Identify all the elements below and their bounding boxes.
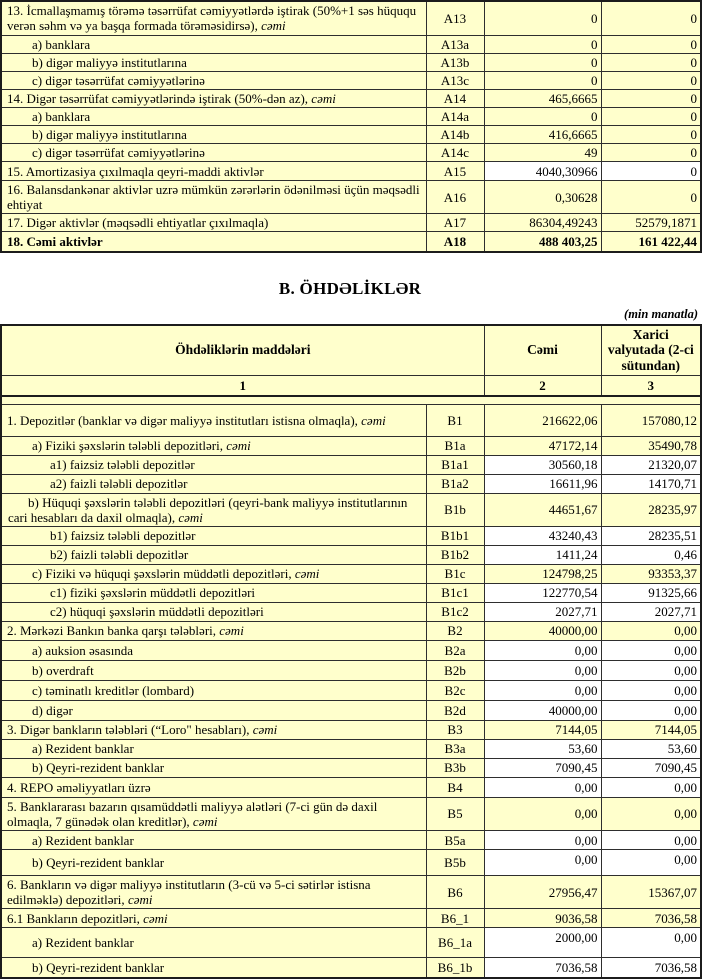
row-item-text: a) Rezident banklar <box>32 741 134 757</box>
row-item-label <box>1 125 426 143</box>
row-item-text: c1) fiziki şəxslərin müddətli depozitləri <box>50 585 256 601</box>
table-row <box>1 89 701 107</box>
row-item-label <box>1 545 426 564</box>
row-total-value: 47172,14 <box>484 436 601 455</box>
row-foreign-value: 0 <box>601 162 701 181</box>
row-item-label <box>1 700 426 720</box>
row-code: B1c <box>426 564 484 583</box>
row-total-value: 465,6665 <box>484 89 601 107</box>
row-foreign-value: 0,00 <box>601 928 701 958</box>
row-code: A17 <box>426 214 484 232</box>
row-total-value: 416,6665 <box>484 125 601 143</box>
row-code: B3 <box>426 720 484 739</box>
row-foreign-value: 0 <box>601 107 701 125</box>
row-code: A13 <box>426 1 484 35</box>
row-foreign-value: 0 <box>601 125 701 143</box>
row-code: B4 <box>426 777 484 797</box>
table-row <box>1 232 701 252</box>
row-total-value: 86304,49243 <box>484 214 601 232</box>
row-item-text: b) Qeyri-rezident banklar <box>32 760 165 776</box>
table-row <box>1 958 701 978</box>
liabilities-table-header <box>1 325 701 404</box>
row-item-label <box>1 89 426 107</box>
row-item-label <box>1 958 426 978</box>
row-total-value: 0 <box>484 35 601 53</box>
row-item-label <box>1 436 426 455</box>
row-item-text: a) Rezident banklar <box>32 832 134 848</box>
row-item-text: a) banklara <box>32 108 91 124</box>
row-foreign-value: 0 <box>601 181 701 214</box>
row-item-label <box>1 474 426 493</box>
table-row <box>1 71 701 89</box>
row-total-value: 0,00 <box>484 640 601 660</box>
row-item-text: 17. Digər aktivlər (məqsədli ehtiyatlar çıxılmaqla) <box>7 215 269 231</box>
row-total-value: 0,00 <box>484 680 601 700</box>
row-item-text: a1) faizsiz tələbli depozitlər <box>50 457 195 473</box>
row-total-value: 0,00 <box>484 660 601 680</box>
row-item-label <box>1 526 426 545</box>
row-code: A16 <box>426 181 484 214</box>
row-code: A14b <box>426 125 484 143</box>
row-item-label <box>1 680 426 700</box>
row-item-label <box>1 583 426 602</box>
table-row <box>1 107 701 125</box>
row-code: B5 <box>426 797 484 830</box>
table-row <box>1 583 701 602</box>
table-row <box>1 493 701 526</box>
row-total-value: 43240,43 <box>484 526 601 545</box>
table-row <box>1 404 701 436</box>
row-foreign-value: 161 422,44 <box>601 232 701 252</box>
row-item-label <box>1 831 426 850</box>
row-code: B2a <box>426 640 484 660</box>
row-item-text: b) overdraft <box>32 662 94 678</box>
row-item-label <box>1 621 426 640</box>
col-number-3: 3 <box>601 375 701 396</box>
row-total-value: 9036,58 <box>484 909 601 928</box>
row-total-value: 1411,24 <box>484 545 601 564</box>
row-code: B1a1 <box>426 455 484 474</box>
row-foreign-value: 15367,07 <box>601 876 701 909</box>
row-item-label <box>1 71 426 89</box>
row-code: B1a <box>426 436 484 455</box>
row-total-value: 16611,96 <box>484 474 601 493</box>
row-foreign-value: 7144,05 <box>601 720 701 739</box>
row-item-suffix: cəmi <box>252 722 278 738</box>
table-row <box>1 876 701 909</box>
table-row <box>1 53 701 71</box>
row-item-text: b) digər maliyyə institutlarına <box>32 54 187 70</box>
row-item-label <box>1 35 426 53</box>
row-total-value: 0,30628 <box>484 181 601 214</box>
row-total-value: 0,00 <box>484 831 601 850</box>
row-item-text: a) banklara <box>32 36 91 52</box>
row-code: B5b <box>426 850 484 876</box>
row-item-text: 6.1 Bankların depozitləri, <box>7 910 144 926</box>
row-foreign-value: 35490,78 <box>601 436 701 455</box>
table-row <box>1 797 701 830</box>
row-foreign-value: 2027,71 <box>601 602 701 621</box>
row-code: B2b <box>426 660 484 680</box>
row-foreign-value: 28235,51 <box>601 526 701 545</box>
row-code: B2c <box>426 680 484 700</box>
row-item-suffix: cəmi <box>192 813 218 829</box>
row-foreign-value: 0 <box>601 143 701 161</box>
table-row <box>1 777 701 797</box>
row-code: A13c <box>426 71 484 89</box>
spacer-cell <box>1 396 701 405</box>
assets-table <box>0 0 702 253</box>
row-code: B6_1 <box>426 909 484 928</box>
row-total-value: 488 403,25 <box>484 232 601 252</box>
row-total-value: 0 <box>484 71 601 89</box>
liabilities-table-body <box>1 404 701 977</box>
row-code: A13a <box>426 35 484 53</box>
row-item-label <box>1 720 426 739</box>
row-foreign-value: 0,00 <box>601 700 701 720</box>
row-total-value: 2000,00 <box>484 928 601 958</box>
table-row <box>1 700 701 720</box>
row-foreign-value: 53,60 <box>601 739 701 758</box>
table-row <box>1 545 701 564</box>
row-item-label <box>1 143 426 161</box>
table-row <box>1 758 701 777</box>
table-row <box>1 928 701 958</box>
table-row <box>1 162 701 181</box>
row-item-text: a) Fiziki şəxslərin tələbli depozitləri, <box>32 438 227 454</box>
row-item-label <box>1 909 426 928</box>
table-row <box>1 214 701 232</box>
row-item-text: c) təminatlı kreditlər (lombard) <box>32 682 195 698</box>
row-total-value: 44651,67 <box>484 493 601 526</box>
row-item-text: 1. Depozitlər (banklar və digər maliyyə institutları istisna olmaqla), <box>7 412 362 428</box>
row-foreign-value: 21320,07 <box>601 455 701 474</box>
row-foreign-value: 0 <box>601 89 701 107</box>
row-item-text: b1) faizsiz tələbli depozitlər <box>50 528 196 544</box>
row-item-text: b) Qeyri-rezident banklar <box>32 855 165 871</box>
row-item-text: 4. REPO əməliyyatları üzrə <box>7 779 151 795</box>
row-item-text: d) digər <box>32 702 73 718</box>
row-total-value: 7144,05 <box>484 720 601 739</box>
row-code: B1c1 <box>426 583 484 602</box>
row-code: A18 <box>426 232 484 252</box>
table-row <box>1 621 701 640</box>
table-row <box>1 640 701 660</box>
row-foreign-value: 0,00 <box>601 797 701 830</box>
col-header-items: Öhdəliklərin maddələri <box>1 325 484 375</box>
header-row <box>1 325 701 375</box>
row-total-value: 4040,30966 <box>484 162 601 181</box>
table-row <box>1 436 701 455</box>
row-item-suffix: cəmi <box>294 566 320 582</box>
row-foreign-value: 0,00 <box>601 640 701 660</box>
row-item-label <box>1 777 426 797</box>
row-total-value: 0 <box>484 53 601 71</box>
row-item-label <box>1 404 426 436</box>
row-total-value: 124798,25 <box>484 564 601 583</box>
row-foreign-value: 0,00 <box>601 621 701 640</box>
row-item-label <box>1 660 426 680</box>
row-foreign-value: 52579,1871 <box>601 214 701 232</box>
row-item-suffix: cəmi <box>143 910 168 926</box>
table-row <box>1 474 701 493</box>
row-item-text: 15. Amortizasiya çıxılmaqla qeyri-maddi aktivlər <box>7 163 264 179</box>
row-total-value: 53,60 <box>484 739 601 758</box>
row-item-label <box>1 493 426 526</box>
table-row <box>1 125 701 143</box>
row-item-label <box>1 1 426 35</box>
row-item-label <box>1 928 426 958</box>
row-code: A14 <box>426 89 484 107</box>
row-item-label <box>1 181 426 214</box>
row-item-label <box>1 53 426 71</box>
row-item-text: c) digər təsərrüfat cəmiyyətlərinə <box>32 144 205 160</box>
row-foreign-value: 93353,37 <box>601 564 701 583</box>
table-row <box>1 680 701 700</box>
liabilities-section-title: B. ÖHDƏLİKLƏR <box>278 278 422 298</box>
row-total-value: 30560,18 <box>484 455 601 474</box>
row-item-text: 14. Digər təsərrüfat cəmiyyətlərində iştirak (50%-dən az), <box>7 90 312 106</box>
col-header-foreign: Xarici valyutada (2-ci sütundan) <box>601 325 701 375</box>
row-item-label <box>1 739 426 758</box>
row-total-value: 7036,58 <box>484 958 601 978</box>
col-number-2: 2 <box>484 375 601 396</box>
row-code: B5a <box>426 831 484 850</box>
unit-note: (min manatla) <box>624 306 698 321</box>
row-total-value: 0,00 <box>484 777 601 797</box>
row-item-text: a) auksion əsasında <box>32 642 134 658</box>
row-code: A14c <box>426 143 484 161</box>
row-code: B6_1b <box>426 958 484 978</box>
row-item-text: b2) faizli tələbli depozitlər <box>50 547 189 563</box>
row-item-label <box>1 850 426 876</box>
row-foreign-value: 0,00 <box>601 680 701 700</box>
row-total-value: 40000,00 <box>484 700 601 720</box>
row-item-label <box>1 214 426 232</box>
row-code: A14a <box>426 107 484 125</box>
assets-table-body <box>1 1 701 252</box>
row-item-text: b) Qeyri-rezident banklar <box>32 959 165 975</box>
table-row <box>1 1 701 35</box>
row-item-label <box>1 107 426 125</box>
row-item-text: 13. İcmallaşmamış törəmə təsərrüfat cəmiyyətlərdə iştirak (50%+1 səs hüququ verən səhm və ya başqa formada törəməsidirsə), <box>7 3 417 34</box>
row-item-label <box>1 797 426 830</box>
row-item-label <box>1 876 426 909</box>
row-total-value: 0,00 <box>484 850 601 876</box>
row-item-suffix: cəmi <box>219 623 244 639</box>
row-item-text: 2. Mərkəzi Bankın banka qarşı tələbləri, <box>7 623 220 639</box>
row-total-value: 0,00 <box>484 797 601 830</box>
row-total-value: 122770,54 <box>484 583 601 602</box>
row-item-suffix: cəmi <box>261 18 286 34</box>
row-foreign-value: 0,00 <box>601 850 701 876</box>
table-row <box>1 720 701 739</box>
row-total-value: 216622,06 <box>484 404 601 436</box>
row-code: B1a2 <box>426 474 484 493</box>
row-foreign-value: 0,46 <box>601 545 701 564</box>
row-code: A13b <box>426 53 484 71</box>
row-foreign-value: 157080,12 <box>601 404 701 436</box>
row-item-suffix: cəmi <box>311 90 336 106</box>
row-code: A15 <box>426 162 484 181</box>
row-total-value: 40000,00 <box>484 621 601 640</box>
row-total-value: 49 <box>484 143 601 161</box>
row-foreign-value: 7036,58 <box>601 909 701 928</box>
row-code: B1 <box>426 404 484 436</box>
row-foreign-value: 0,00 <box>601 660 701 680</box>
row-item-text: b) digər maliyyə institutlarına <box>32 126 187 142</box>
row-item-text: a2) faizli tələbli depozitlər <box>50 476 188 492</box>
row-foreign-value: 7036,58 <box>601 958 701 978</box>
row-item-label <box>1 455 426 474</box>
table-row <box>1 526 701 545</box>
table-row <box>1 564 701 583</box>
table-row <box>1 455 701 474</box>
row-item-suffix: cəmi <box>178 509 203 525</box>
row-item-text: 5. Banklararası bazarın qısamüddətli maliyyə alətləri (7-ci gün də daxil olmaqla, 7 günədək olan kreditlər), <box>7 798 378 829</box>
row-item-label <box>1 602 426 621</box>
row-foreign-value: 0,00 <box>601 831 701 850</box>
table-row <box>1 35 701 53</box>
row-foreign-value: 91325,66 <box>601 583 701 602</box>
table-row <box>1 181 701 214</box>
row-item-text: a) Rezident banklar <box>32 935 134 951</box>
row-item-suffix: cəmi <box>361 412 386 428</box>
table-row <box>1 831 701 850</box>
row-item-text: 16. Balansdankənar aktivlər uzrə mümkün zərərlərin ödənilməsi üçün məqsədli ehtiyat <box>7 182 420 213</box>
row-item-text: b) Hüquqi şəxslərin tələbli depozitləri (qeyri-bank maliyyə institutlarının cari hesabları da daxil olmaqla), <box>8 494 408 525</box>
row-item-label <box>1 162 426 181</box>
row-code: B1b2 <box>426 545 484 564</box>
row-item-label <box>1 232 426 252</box>
row-code: B6 <box>426 876 484 909</box>
row-item-text: 18. Cəmi aktivlər <box>7 233 103 249</box>
row-foreign-value: 0,00 <box>601 777 701 797</box>
row-foreign-value: 0 <box>601 35 701 53</box>
row-code: B2d <box>426 700 484 720</box>
row-foreign-value: 0 <box>601 1 701 35</box>
row-total-value: 2027,71 <box>484 602 601 621</box>
table-row <box>1 143 701 161</box>
row-item-label <box>1 564 426 583</box>
row-total-value: 0 <box>484 107 601 125</box>
row-item-text: 6. Bankların və digər maliyyə institutların (3-cü və 5-ci sətirlər istisna edilməklə) depozitləri, <box>7 877 371 908</box>
row-item-text: 3. Digər bankların tələbləri (“Loro" hesabları), <box>7 722 253 738</box>
table-row <box>1 660 701 680</box>
row-code: B3b <box>426 758 484 777</box>
row-foreign-value: 0 <box>601 53 701 71</box>
row-total-value: 7090,45 <box>484 758 601 777</box>
column-number-row <box>1 375 701 396</box>
table-row <box>1 850 701 876</box>
table-row <box>1 602 701 621</box>
row-code: B2 <box>426 621 484 640</box>
row-item-text: c) Fiziki və hüquqi şəxslərin müddətli depozitləri, <box>32 566 295 582</box>
table-row <box>1 739 701 758</box>
row-item-label <box>1 640 426 660</box>
row-code: B1b1 <box>426 526 484 545</box>
spacer-row <box>1 396 701 405</box>
row-code: B1b <box>426 493 484 526</box>
col-number-1: 1 <box>1 375 484 396</box>
row-item-label <box>1 758 426 777</box>
row-item-text: c) digər təsərrüfat cəmiyyətlərinə <box>32 72 205 88</box>
row-foreign-value: 14170,71 <box>601 474 701 493</box>
col-header-total: Cəmi <box>484 325 601 375</box>
row-item-suffix: cəmi <box>226 438 251 454</box>
row-item-suffix: cəmi <box>127 892 153 908</box>
row-total-value: 0 <box>484 1 601 35</box>
row-foreign-value: 0 <box>601 71 701 89</box>
row-total-value: 27956,47 <box>484 876 601 909</box>
row-foreign-value: 28235,97 <box>601 493 701 526</box>
row-item-text: c2) hüquqi şəxslərin müddətli depozitləri <box>50 604 264 620</box>
liabilities-table <box>0 324 702 979</box>
row-foreign-value: 7090,45 <box>601 758 701 777</box>
row-code: B1c2 <box>426 602 484 621</box>
row-code: B6_1a <box>426 928 484 958</box>
row-code: B3a <box>426 739 484 758</box>
table-row <box>1 909 701 928</box>
